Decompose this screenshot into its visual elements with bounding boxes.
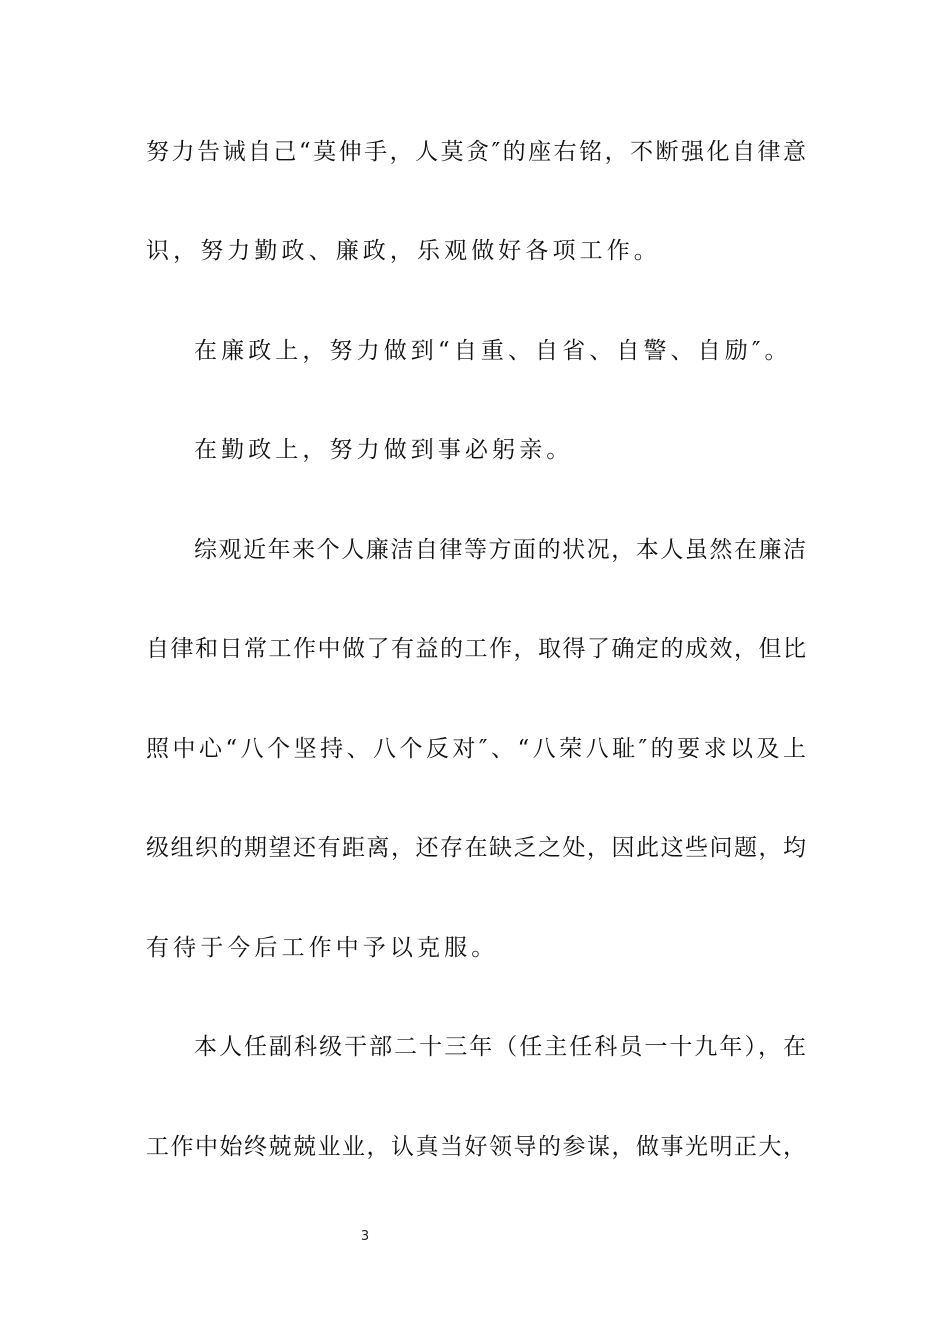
text-line: 识，努力勤政、廉政，乐观做好各项工作。: [146, 238, 661, 264]
page-number: 3: [360, 1229, 370, 1244]
text-line: 综观近年来个人廉洁自律等方面的状况，本人虽然在廉洁: [194, 537, 806, 563]
text-line: 照中心“八个坚持、八个反对″、“八荣八耻″的要求以及上: [146, 736, 806, 762]
text-line: 自律和日常工作中做了有益的工作，取得了确定的成效，但比: [146, 636, 806, 662]
text-line: 在勤政上，努力做到事必躬亲。: [194, 437, 574, 463]
text-line: 努力告诫自己“莫伸手，人莫贪″的座右铭，不断强化自律意: [146, 139, 806, 165]
text-line: 工作中始终兢兢业业，认真当好领导的参谋，做事光明正大，: [146, 1134, 806, 1160]
text-line: 在廉政上，努力做到“自重、自省、自警、自励″。: [194, 338, 792, 364]
text-line: 本人任副科级干部二十三年（任主任科员一十九年），在: [194, 1034, 806, 1060]
text-line: 级组织的期望还有距离，还存在缺乏之处，因此这些问题，均: [146, 835, 806, 861]
text-line: 有待于今后工作中予以克服。: [146, 935, 499, 961]
